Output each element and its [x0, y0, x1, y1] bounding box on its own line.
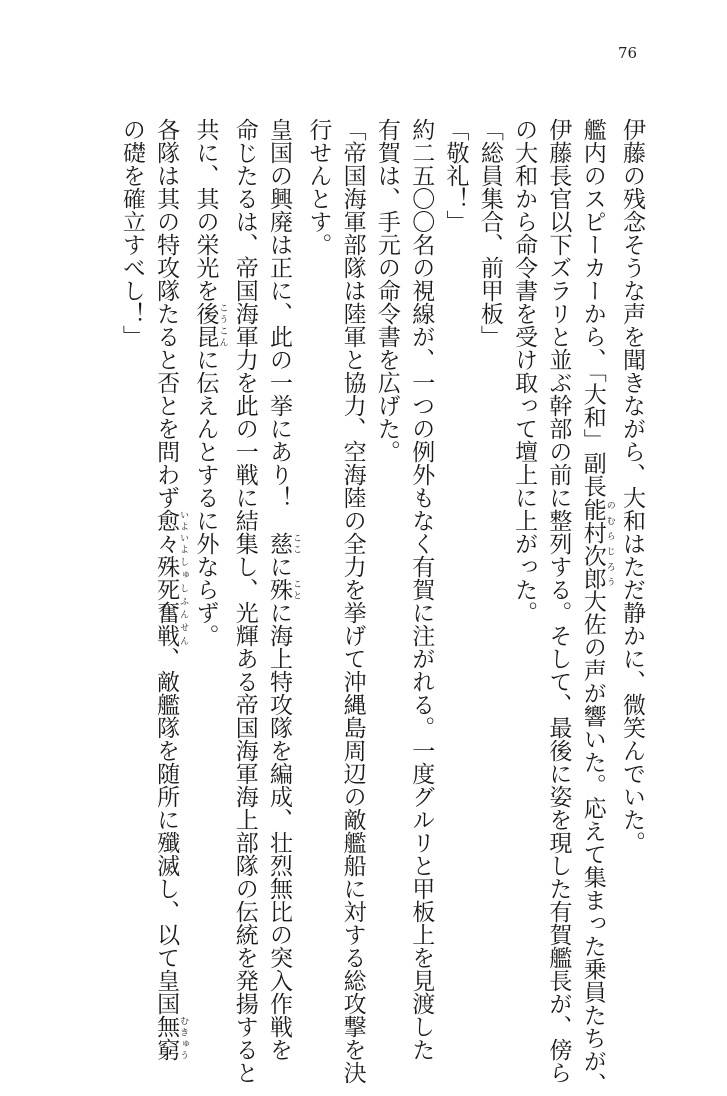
text-line: 有賀は、手元の命令書を広げた。	[373, 118, 400, 463]
text-line: 命じたるは、帝国海軍力を此の一戦に結集し、光輝ある帝国海軍海上部隊の伝統を発揚すると	[231, 118, 258, 1084]
text-line: の礎を確立すべし！」	[118, 118, 145, 348]
furigana: 殊死奮戦 しゅしふんせん	[153, 555, 189, 647]
text-line: 伊藤長官以下ズラリと並ぶ幹部の前に整列する。そして、最後に姿を現した有賀艦長が、傍ら	[545, 118, 572, 1084]
text-line: 各隊は其の特攻隊たると否とを問わず愈々 いよいよ殊死奮戦 しゅしふんせん、敵艦隊を随所に殲滅し、以て皇国無窮 むきゅう	[153, 118, 189, 1061]
furigana: 殊 こと	[266, 578, 302, 601]
text-line: 艦内のスピーカーから、「大和」副長能村次郎 のむらじろう大佐の声が響いた。応えて集まった乗員たちが、	[579, 118, 615, 1096]
furigana: 慈 ここ	[266, 532, 302, 555]
text-line: 「総員集合、前甲板」	[476, 118, 503, 348]
text-line: 共に、其の栄光を後昆 こうこんに伝えんとするに外ならず。	[192, 118, 228, 647]
text-line: 「敬礼！」	[442, 118, 469, 233]
furigana: 無窮 むきゅう	[153, 1015, 189, 1061]
page-number: 76	[618, 44, 638, 62]
text-line: 伊藤の残念そうな声を聞きながら、大和はただ静かに、微笑んでいた。	[619, 118, 645, 854]
body-text	[69, 118, 649, 1096]
furigana: 愈々 いよいよ	[153, 509, 189, 555]
text-line: の大和から命令書を受け取って壇上に上がった。	[511, 118, 538, 624]
furigana: 後昆 こうこん	[192, 302, 228, 348]
text-line: 皇国の興廃は正に、此の一挙にあり！ 慈 ここに殊 ことに海上特攻隊を編成、壮烈無比の突入作戦を	[266, 118, 302, 1061]
text-line: 行せんとす。	[305, 118, 332, 256]
text-line: 「帝国海軍部隊は陸軍と協力、空海陸の全力を挙げて沖縄島周辺の敵艦船に対する総攻撃を決	[339, 118, 366, 1084]
text-line: 約二五〇〇名の視線が、一つの例外もなく有賀に注がれる。一度グルリと甲板上を見渡した	[408, 118, 435, 1061]
furigana: 能村次郎 のむらじろう	[579, 497, 615, 590]
